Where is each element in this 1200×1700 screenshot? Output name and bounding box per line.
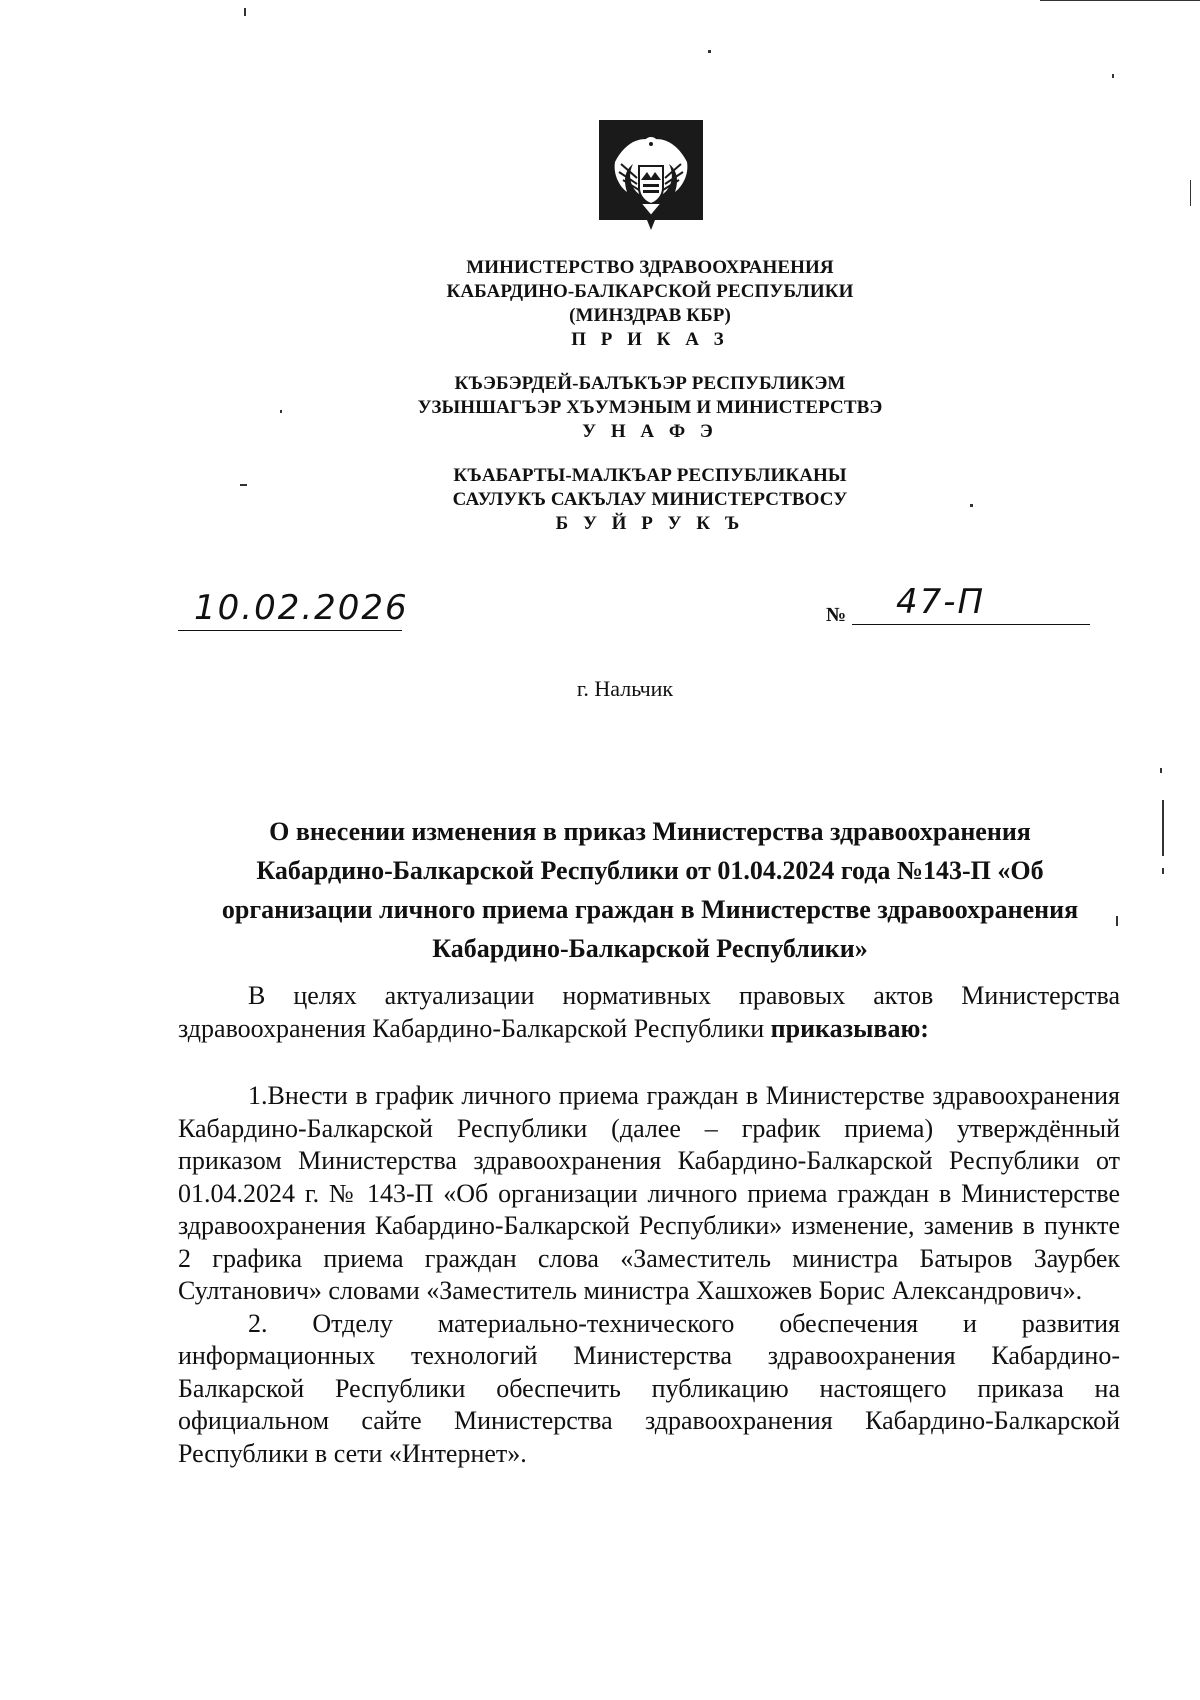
document-type-kabardian: У Н А Ф Э bbox=[582, 421, 718, 442]
number-field bbox=[852, 578, 1090, 625]
order-verb: приказываю: bbox=[770, 1013, 929, 1043]
title-line-2: Кабардино-Балкарской Республики от 01.04.2024 года №143-П «Об bbox=[256, 856, 1044, 885]
scan-mark bbox=[280, 410, 282, 413]
scan-mark bbox=[970, 504, 973, 507]
scan-mark bbox=[1160, 768, 1162, 773]
intro-text: В целях актуализации нормативных правовых актов Министерства здравоохранения Кабардино-Балкарской Республики bbox=[178, 981, 1120, 1043]
header-kabardian bbox=[50, 372, 1200, 444]
intro-paragraph bbox=[178, 980, 1120, 1045]
scan-mark bbox=[1162, 800, 1164, 856]
clause-2: 2. Отделу материально-технического обеспечения и развития информационных технологий Министерства здравоохранения Кабардино-Балкарской Республики обеспечить публикацию настоящего приказа на официальном сайте Министерства здравоохранения Кабардино-Балкарской Республики в сети «Интернет». bbox=[178, 1308, 1120, 1468]
balkar-line-1: КЪАБАРТЫ-МАЛКЪАР РЕСПУБЛИКАНЫ bbox=[453, 465, 847, 486]
kabardian-line-2: УЗЫНШАГЪЭР ХЪУМЭНЫМ И МИНИСТЕРСТВЭ bbox=[417, 397, 883, 418]
handwritten-date: 10.02.2026 bbox=[194, 588, 409, 628]
scan-mark bbox=[1040, 0, 1200, 1]
date-field bbox=[178, 582, 409, 631]
scan-mark bbox=[1112, 74, 1114, 78]
document-type-balkar: Б У Й Р У К Ъ bbox=[555, 513, 745, 534]
ministry-name-line: МИНИСТЕРСТВО ЗДРАВООХРАНЕНИЯ bbox=[466, 257, 834, 278]
scan-mark bbox=[1116, 916, 1118, 926]
document-type-russian: П Р И К А З bbox=[571, 329, 729, 350]
number-label: № bbox=[826, 604, 847, 626]
scan-mark bbox=[1162, 868, 1164, 874]
header-balkar bbox=[50, 464, 1200, 536]
coat-of-arms-emblem bbox=[597, 118, 705, 236]
title-line-4: Кабардино-Балкарской Республики» bbox=[432, 934, 868, 963]
scan-mark bbox=[708, 50, 711, 53]
scan-mark bbox=[244, 8, 246, 16]
republic-name-line: КАБАРДИНО-БАЛКАРСКОЙ РЕСПУБЛИКИ bbox=[446, 281, 854, 302]
clauses-list bbox=[178, 1080, 1120, 1470]
document-title bbox=[160, 812, 1140, 968]
city-line: г. Нальчик bbox=[576, 676, 674, 701]
scan-mark bbox=[1190, 180, 1191, 206]
handwritten-number: 47-П bbox=[896, 582, 986, 622]
scan-mark bbox=[240, 484, 247, 486]
title-line-3: организации личного приема граждан в Министерстве здравоохранения bbox=[221, 895, 1079, 924]
kabardian-line-1: КЪЭБЭРДЕЙ-БАЛЪКЪЭР РЕСПУБЛИКЭМ bbox=[454, 373, 846, 394]
balkar-line-2: САУЛУКЪ САКЪЛАУ МИНИСТЕРСТВОСУ bbox=[452, 489, 848, 510]
title-line-1: О внесении изменения в приказ Министерства здравоохранения bbox=[269, 817, 1031, 846]
ministry-abbreviation: (МИНЗДРАВ КБР) bbox=[569, 305, 731, 326]
header-russian bbox=[50, 256, 1200, 352]
clause-1: 1.Внести в график личного приема граждан в Министерстве здравоохранения Кабардино-Балкарской Республики (далее – график приема) утверждённый приказом Министерства здравоохранения Кабардино-Балкарской Республики от 01.04.2024 г. № 143-П «Об организации личного приема граждан в Министерстве здравоохранения Кабардино-Балкарской Республики» изменение, заменив в пункте 2 графика приема граждан слова «Заместитель министра Батыров Заурбек Султанович» словами «Заместитель министра Хашхожев Борис Александрович». bbox=[178, 1081, 1120, 1305]
